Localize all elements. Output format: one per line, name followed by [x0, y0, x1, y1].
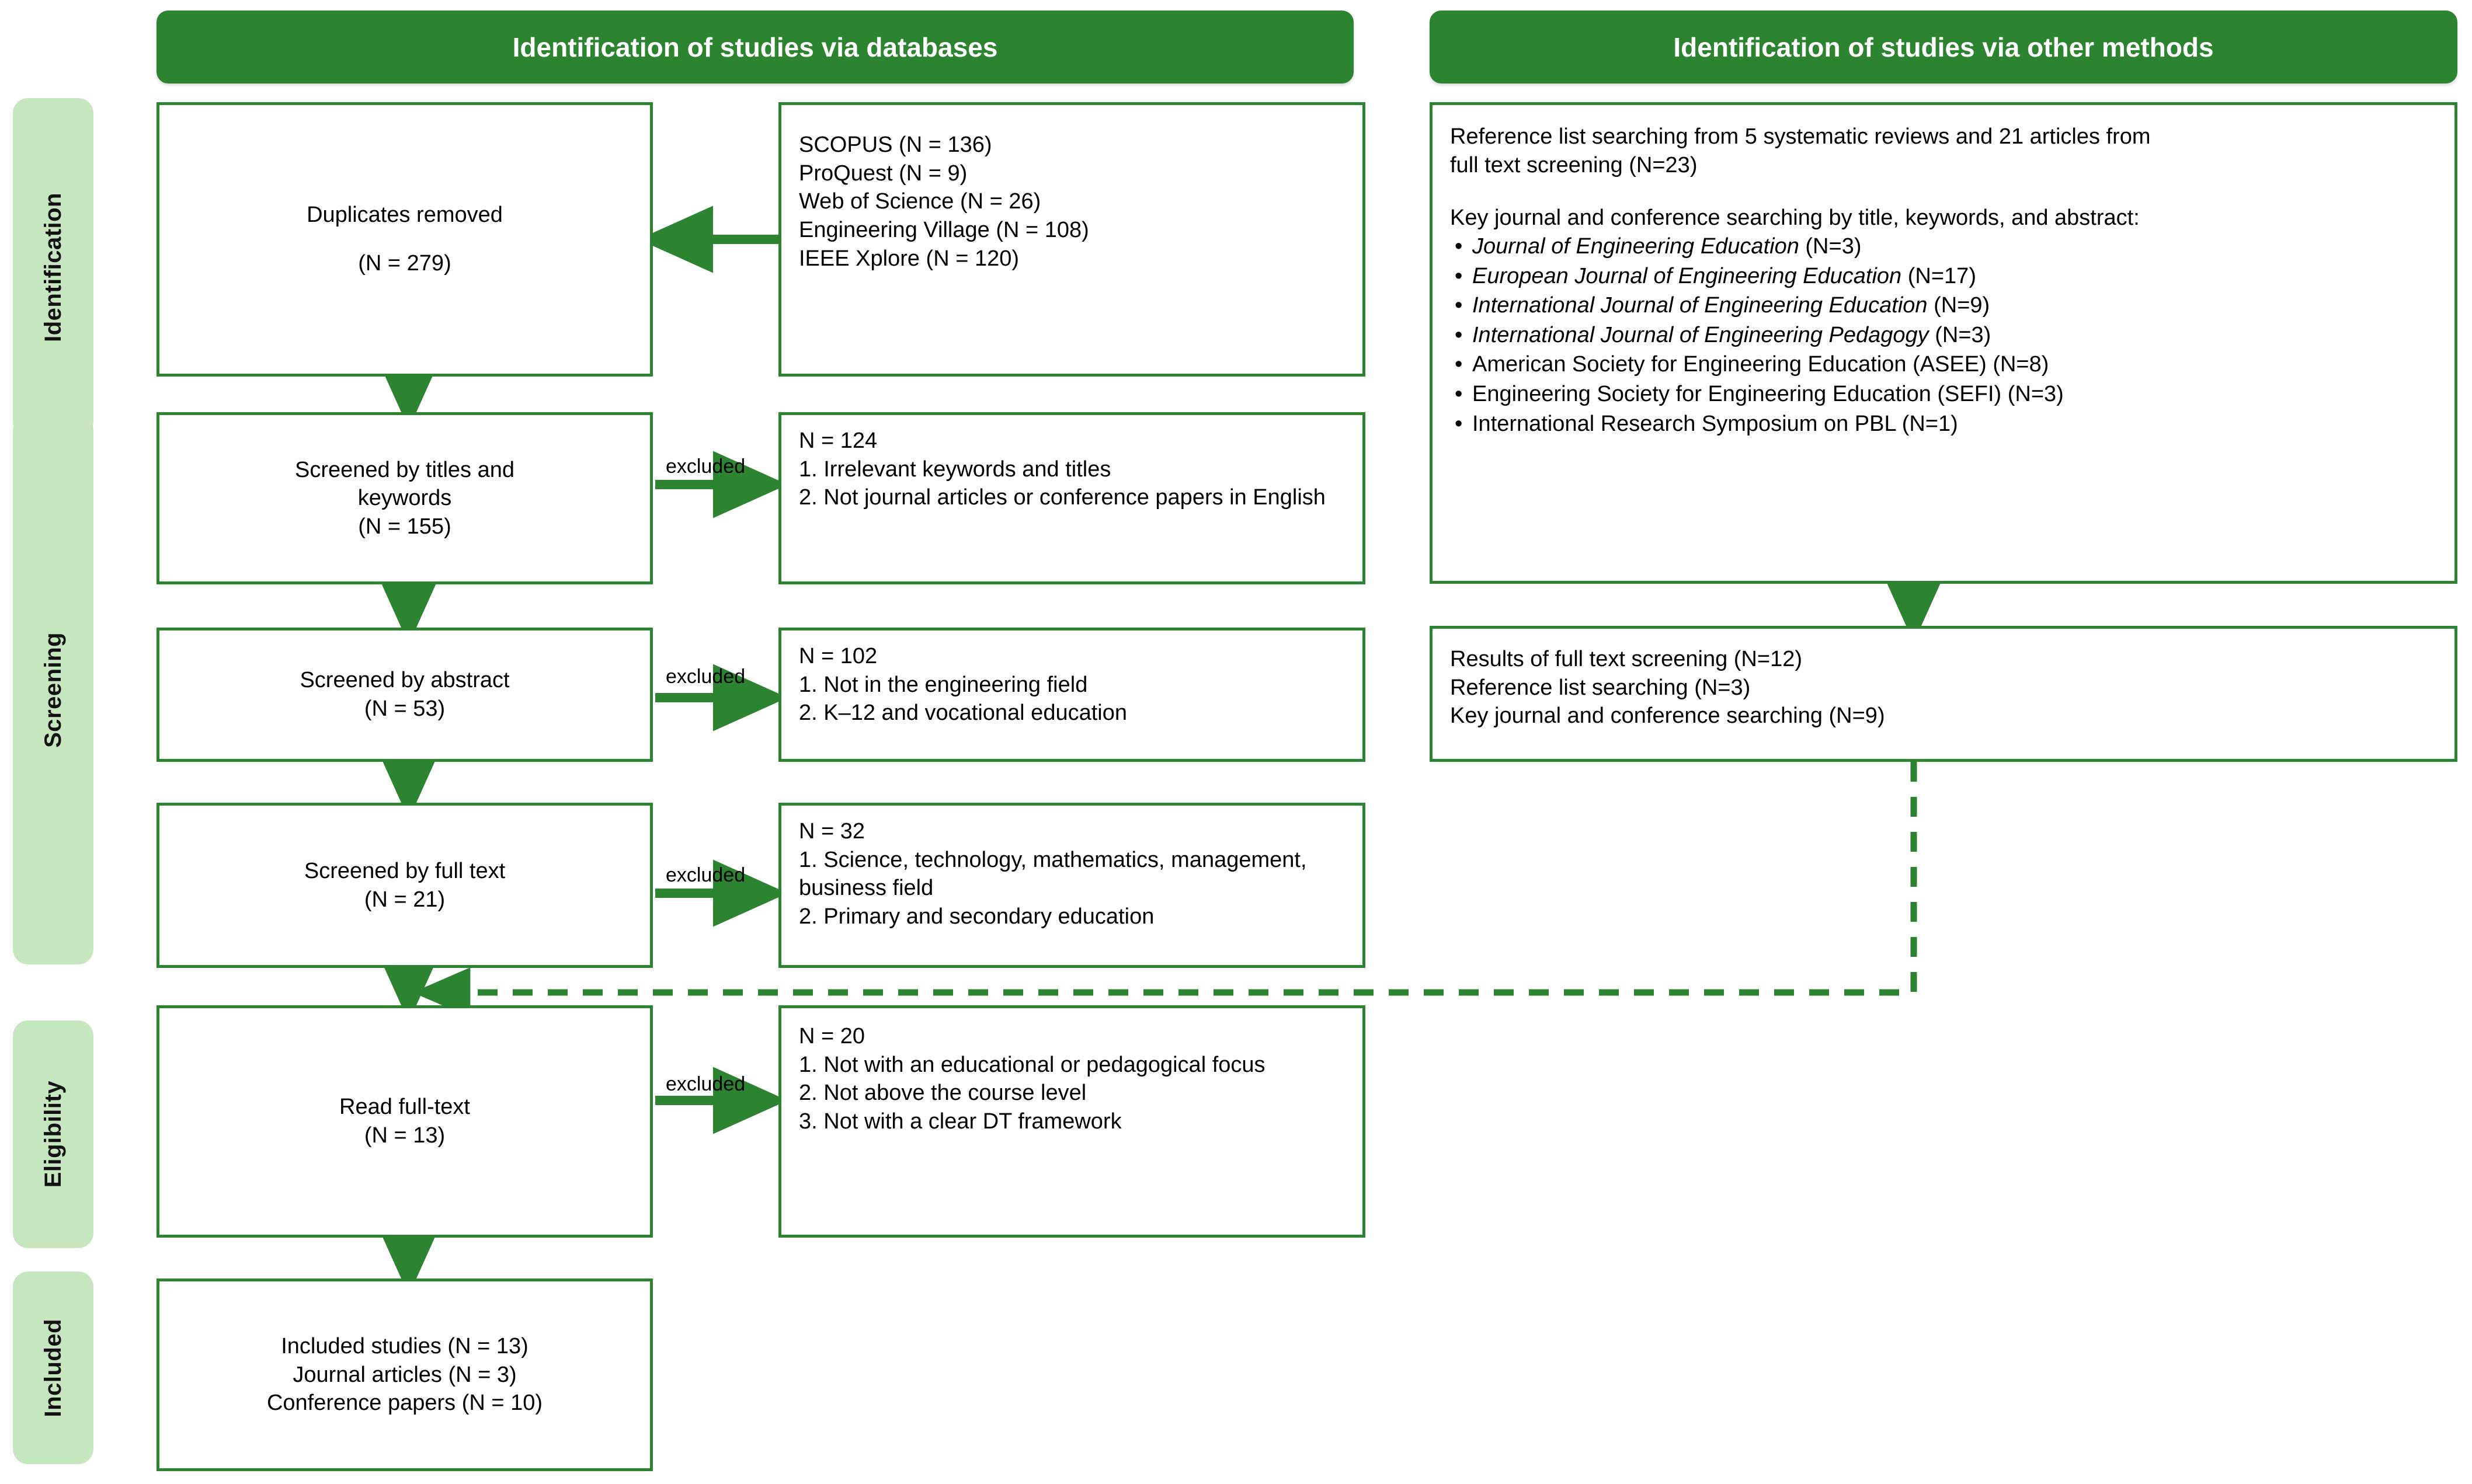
excluded-fulltext-reason-2: 2. Primary and secondary education: [799, 904, 1155, 929]
sources-intro-line1: Reference list searching from 5 systematic reviews and 21 articles from: [1450, 124, 2151, 149]
phase-tab-eligibility: [13, 1020, 93, 1248]
excluded-abstract-count: N = 102: [799, 644, 878, 668]
list-item: [1470, 262, 2437, 291]
excluded-fulltext-reason-1: 1. Science, technology, mathematics, management, business field: [799, 847, 1307, 901]
list-item: [1470, 380, 2437, 409]
header-identification-databases: [157, 11, 1354, 83]
box-excluded-read: [778, 1005, 1365, 1238]
results-line3: Key journal and conference searching (N=9): [1450, 703, 1885, 729]
excluded-abstract-reason-2: 2. K–12 and vocational education: [799, 701, 1127, 726]
list-item: [1470, 350, 2437, 379]
phase-label-identification: Identification: [40, 193, 66, 342]
database-item-proquest: ProQuest (N = 9): [799, 161, 968, 186]
phase-tab-screening: [13, 416, 93, 964]
box-screened-by-titles-and-keywords: [157, 412, 653, 584]
journal-count-jee: (N=3): [1799, 234, 1862, 259]
journal-name-jee: Journal of Engineering Education: [1472, 234, 1799, 259]
phase-label-eligibility: Eligibility: [40, 1081, 66, 1188]
box-other-methods-sources: [1430, 102, 2457, 584]
screened-fulltext-line1: Screened by full text: [304, 858, 506, 883]
journal-count-ijee: (N=9): [1927, 293, 1990, 318]
excluded-label-fulltext: [666, 864, 745, 887]
box-excluded-titles: [778, 412, 1365, 584]
results-line2: Reference list searching (N=3): [1450, 675, 1751, 700]
box-duplicates-removed: [157, 102, 653, 377]
excluded-abstract-reason-1: 1. Not in the engineering field: [799, 672, 1088, 697]
journal-name-asee: American Society for Engineering Education (ASEE) (N=8): [1472, 352, 2049, 377]
box-screened-by-abstract: [157, 628, 653, 762]
journal-name-ijep: International Journal of Engineering Pedagogy: [1472, 322, 1929, 347]
list-item: [1470, 410, 2437, 438]
excluded-label-abstract-text: excluded: [666, 666, 746, 688]
box-screened-by-full-text: [157, 803, 653, 968]
journal-name-pbl: International Research Symposium on PBL (N=1): [1472, 411, 1958, 436]
box-read-full-text: [157, 1005, 653, 1238]
journal-name-sefi: Engineering Society for Engineering Education (SEFI) (N=3): [1472, 382, 2064, 406]
screened-fulltext-line2: (N = 21): [364, 887, 446, 912]
screened-titles-line2: keywords: [357, 486, 452, 511]
sources-spacer: [1450, 179, 2437, 204]
list-item: [1470, 232, 2437, 261]
box-included-studies: [157, 1279, 653, 1471]
list-item: [1470, 321, 2437, 350]
box-other-methods-results: [1430, 626, 2457, 762]
excluded-label-read: [666, 1073, 745, 1096]
phase-tab-identification: [13, 98, 93, 437]
screened-abstract-line2: (N = 53): [364, 696, 446, 721]
excluded-label-fulltext-text: excluded: [666, 864, 746, 886]
database-item-web-of-science: Web of Science (N = 26): [799, 189, 1041, 214]
duplicates-line1: Duplicates removed: [307, 203, 503, 228]
excluded-read-reason-3: 3. Not with a clear DT framework: [799, 1109, 1122, 1134]
excluded-titles-reason-1: 1. Irrelevant keywords and titles: [799, 457, 1111, 482]
results-line1: Results of full text screening (N=12): [1450, 647, 1802, 671]
read-fulltext-line1: Read full-text: [339, 1095, 470, 1120]
database-item-ieee-xplore: IEEE Xplore (N = 120): [799, 246, 1020, 271]
database-item-engineering-village: Engineering Village (N = 108): [799, 217, 1089, 242]
box-database-counts: [778, 102, 1365, 377]
list-item: [1470, 291, 2437, 320]
excluded-titles-count: N = 124: [799, 429, 878, 453]
included-line1: Included studies (N = 13): [281, 1334, 529, 1359]
excluded-label-read-text: excluded: [666, 1073, 746, 1095]
header-identification-other-methods: [1430, 11, 2457, 83]
journal-name-ejee: European Journal of Engineering Education: [1472, 263, 1902, 288]
excluded-label-abstract: [666, 666, 745, 688]
read-fulltext-line2: (N = 13): [364, 1123, 446, 1148]
phase-label-included: Included: [40, 1318, 66, 1417]
duplicates-line2: (N = 279): [358, 251, 451, 276]
screened-titles-line3: (N = 155): [358, 514, 451, 539]
journal-count-ijep: (N=3): [1928, 322, 1991, 347]
excluded-titles-reason-2: 2. Not journal articles or conference papers in English: [799, 485, 1326, 510]
phase-tab-included: [13, 1271, 93, 1464]
excluded-read-reason-1: 1. Not with an educational or pedagogical focus: [799, 1052, 1265, 1077]
included-line2: Journal articles (N = 3): [293, 1362, 517, 1387]
excluded-label-titles-text: excluded: [666, 455, 746, 478]
journal-name-ijee: International Journal of Engineering Education: [1472, 293, 1928, 318]
excluded-label-titles: [666, 455, 745, 478]
excluded-read-count: N = 20: [799, 1024, 865, 1048]
journal-count-ejee: (N=17): [1901, 263, 1976, 288]
included-line3: Conference papers (N = 10): [266, 1391, 543, 1416]
header-other-methods-label: Identification of studies via other methods: [1673, 32, 2214, 62]
header-databases-label: Identification of studies via databases: [512, 32, 998, 62]
excluded-read-reason-2: 2. Not above the course level: [799, 1081, 1087, 1106]
database-item-scopus: SCOPUS (N = 136): [799, 133, 992, 157]
excluded-fulltext-count: N = 32: [799, 819, 865, 844]
box-excluded-fulltext: [778, 803, 1365, 968]
screened-titles-line1: Screened by titles and: [294, 457, 514, 482]
box-excluded-abstract: [778, 628, 1365, 762]
sources-subheading: Key journal and conference searching by title, keywords, and abstract:: [1450, 205, 2140, 231]
sources-journal-list: [1450, 232, 2437, 438]
sources-intro-line2: full text screening (N=23): [1450, 152, 1698, 177]
screened-abstract-line1: Screened by abstract: [300, 668, 510, 693]
phase-label-screening: Screening: [40, 632, 66, 748]
